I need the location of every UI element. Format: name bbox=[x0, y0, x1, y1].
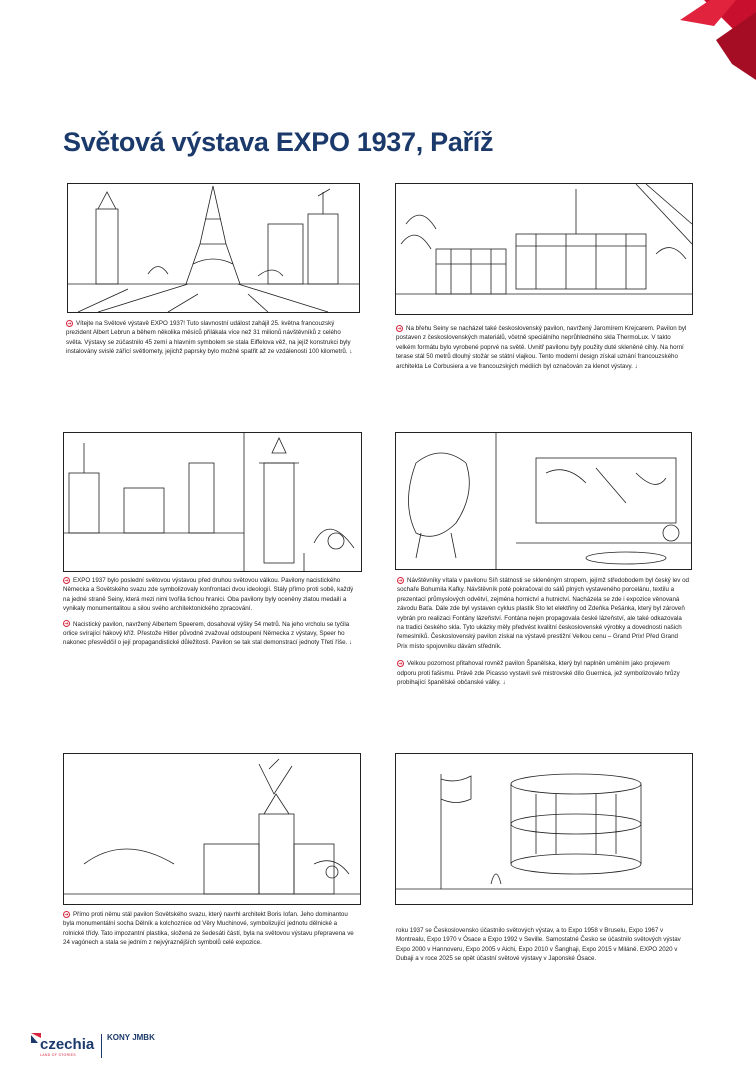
illustration-german-soviet-pavilions bbox=[63, 432, 362, 572]
illustration-rotunda-pavilion bbox=[395, 753, 693, 905]
arrow-icon: ➔ bbox=[398, 661, 403, 668]
arrow-icon: ➔ bbox=[398, 577, 403, 584]
arrow-icon: ➔ bbox=[64, 621, 69, 628]
arrow-icon: ➔ bbox=[397, 325, 402, 332]
arrow-icon: ➔ bbox=[67, 320, 72, 327]
arrow-icon: ➔ bbox=[64, 911, 69, 918]
brand-wordmark: czechia bbox=[40, 1036, 95, 1053]
partner-logo: KONY JMBK bbox=[107, 1033, 155, 1042]
brand-tagline: LAND OF STORIES bbox=[40, 1053, 76, 1057]
caption-ideologies: ➔ EXPO 1937 bylo poslední světovou výstavou před druhou světovou válkou. Pavilony nacistického Německa a Sovětského svazu zde symbolizovaly konfrontaci dvou ideologií. Stály přímo proti sobě, každý na jedné straně Seiny, která mezi nimi tvořila tichou hranici. Oba pavilony byly oceněny zlatou medailí a vynikaly monumentalitou a silou svého architektonického zpracování. ➔ Nacistický pavilon, navržený Albertem Speerem, dosahoval výšky 54 metrů. Na jeho vrcholu se tyčila orlice svírající hákový kříž. Přestože Hitler původně zvažoval odstoupení Německa z výstavy, Speer ho nakonec přesvědčil o její propagandistické důležitosti. Pavilon se tak stal demonstrací jednoty Třetí říše. ↓ bbox=[63, 577, 354, 647]
caption-expo-history: roku 1937 se Československo účastnilo světových výstav, a to Expo 1958 v Bruselu, Expo 1967 v Montrealu, Expo 1970 v Ósace a Expo 1992 v Seville. Samostatné Česko se účastnilo světových výstav Expo 2000 v Hannoveru, Expo 2005 v Aichi, Expo 2010 v Šanghaji, Expo 2015 v Miláně. EXPO 2020 v Dubaji a v roce 2025 se opět účastní světové výstavy v Japonské Ósace. bbox=[396, 927, 681, 963]
illustration-eiffel-tower bbox=[67, 183, 360, 313]
footer-divider bbox=[101, 1034, 102, 1058]
caption-czech-pavilion: ➔ Na břehu Seiny se nacházel také československý pavilon, navržený Jaromírem Krejcarem. Pavilon byl postaven z československých materiálů, včetně speciálního neprůhledného skla ThermoLux. V takto velkém formátu bylo vyrobené poprvé na světě. Uvnitř pavilonu byly použity duté skleněné cihly. Na horní terase stál 50 metrů dlouhý stožár se státní vlajkou. Tento moderní design získal uznání francouzského architekta Le Corbusiera a ve francouzských médiích byl označován za klenot výstavy. ↓ bbox=[396, 325, 687, 370]
brand-corner-logo bbox=[666, 0, 756, 90]
illustration-soviet-pavilion bbox=[63, 753, 361, 905]
caption-expo-opening: ➔ Vítejte na Světové výstavě EXPO 1937! Tuto slavnostní událost zahájil 25. května francouzský prezident Albert Lebrun a během několika měsíců přilákala více než 31 milionů návštěvníků z celého světa. Výstavy se zúčastnilo 45 zemí a hlavním symbolem se stala Eiffelova věž, na jejíž konstrukci byly instalovány svislé zářící světlomety, jejichž paprsky bylo možné spatřit až ze vzdálenosti 100 kilometrů. ↓ bbox=[66, 320, 353, 356]
caption-hall-of-statehood: ➔ Návštěvníky vítala v pavilonu Síň státnosti se skleněným stropem, jejímž středobodem byl český lev od sochaře Bohumila Kafky. Návštěvník poté pokračoval do sálů plných vystaveného porcelánu, textilu a prezentací průmyslových odvětví, zejména hornictví a hutnictví. Nacházela se zde i expozice věnovaná závodu Baťa. Dále zde byl vystaven cyklus plastik Sto let elektřiny od Zdeňka Pešánka, který byl zároveň vybrán pro realizaci Fontány lázeňství. Fontána nejen propagovala české lázeňství, ale také odkazovala na tradici českého skla. Tyto ukázky měly předvést kvalitní československé výrobky a dovednosti našich řemeslníků. Československý pavilon získal na výstavě prestižní Velkou cenu – Grand Prix! Před Grand Prix místo spojovníku dávám středník. ➔ Velkou pozornost přitahoval rovněž pavilon Španělska, který byl naplněn uměním jako projevem odporu proti fašismu. Právě zde Picasso vystavil své mistrovské dílo Guernica, jež symbolizovalo hrůzy probíhající španělské občanské války. ↓ bbox=[397, 577, 689, 687]
illustration-czech-pavilion bbox=[395, 183, 693, 315]
caption-soviet-pavilion: ➔ Přímo proti němu stál pavilon Sovětského svazu, který navrhl architekt Boris Iofan. Jeho dominantou byla monumentální socha Dělník a kolchoznice od Věry Muchinové, symbolizující jednotu dělnické a rolnické třídy. Tato impozantní plastika, složená ze šedesáti částí, byla na světovou výstavu přepravena ve 24 vagónech a stala se jedním z nejvýraznějších symbolů celé expozice. bbox=[63, 911, 354, 947]
illustration-czech-lion-guernica bbox=[395, 432, 692, 570]
arrow-icon: ➔ bbox=[64, 577, 69, 584]
page-title: Světová výstava EXPO 1937, Paříž bbox=[63, 127, 494, 157]
